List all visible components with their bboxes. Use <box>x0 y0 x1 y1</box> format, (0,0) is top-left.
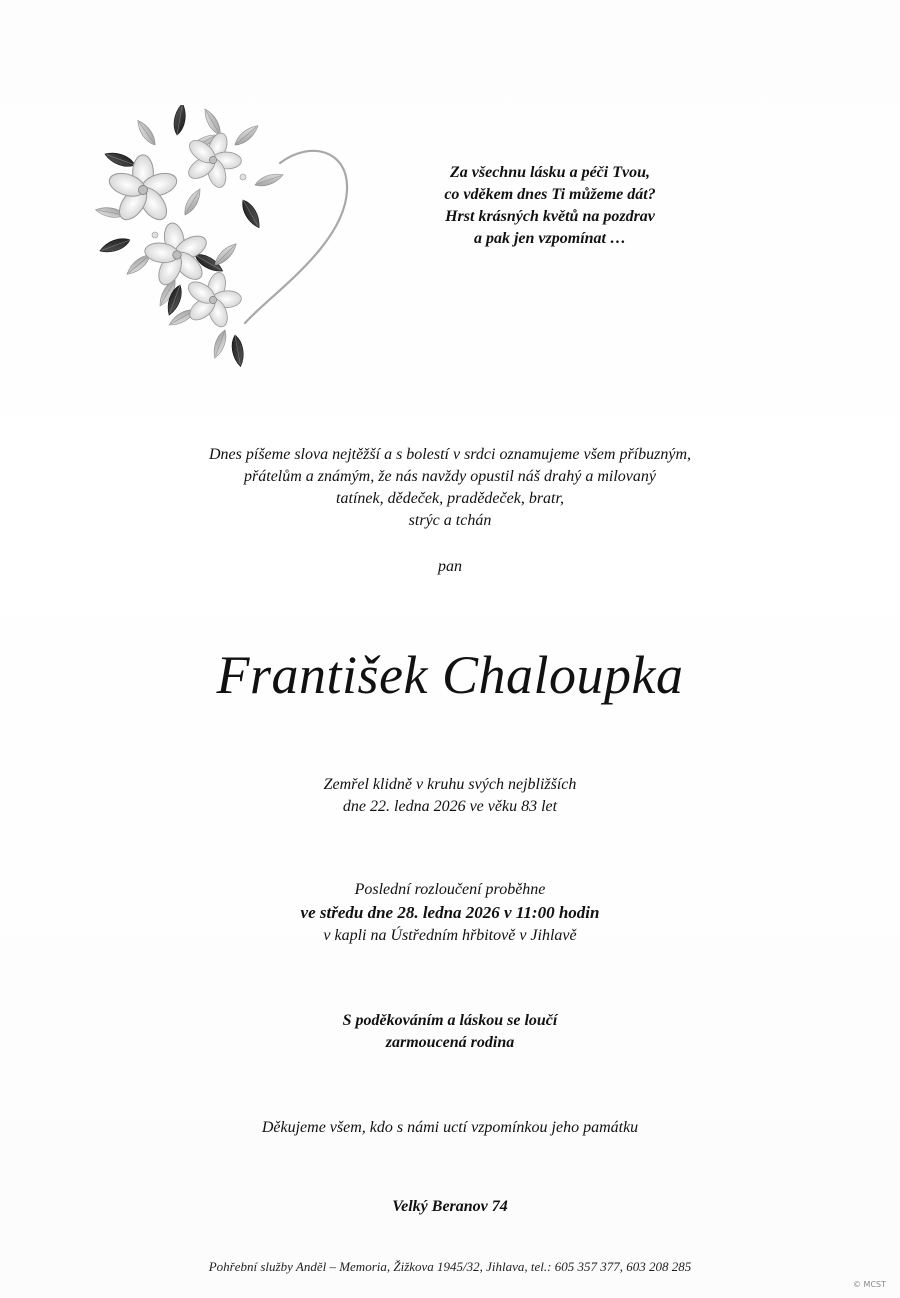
announcement-line: tatínek, dědeček, pradědeček, bratr, <box>336 490 564 507</box>
farewell-info <box>0 878 900 947</box>
death-info <box>0 774 900 818</box>
deceased-name: František Chaloupka <box>216 645 684 705</box>
farewell-line: Poslední rozloučení proběhne <box>354 881 546 898</box>
family-line: S poděkováním a láskou se loučí <box>342 1012 558 1029</box>
farewell-location: v kapli na Ústředním hřbitově v Jihlavě <box>323 927 577 944</box>
announcement-line: strýc a tchán <box>408 512 492 529</box>
poem-line: co vděkem dnes Ti můžeme dát? <box>444 186 656 203</box>
poem-line: Za všechnu lásku a péči Tvou, <box>450 164 650 181</box>
announcement-line: přátelům a známým, že nás navždy opustil náš drahý a milovaný <box>244 468 656 485</box>
announcement-line: Dnes píšeme slova nejtěžší a s bolestí v srdci oznamujeme všem příbuzným, <box>209 446 691 463</box>
death-line: Zemřel klidně v kruhu svých nejbližších <box>323 776 577 793</box>
family-line: zarmoucená rodina <box>385 1034 515 1051</box>
announcement-text <box>100 444 800 532</box>
farewell-datetime: ve středu dne 28. ledna 2026 v 11:00 hodin <box>300 903 600 922</box>
honorific: pan <box>438 558 462 575</box>
floral-heart-icon <box>95 105 365 380</box>
family-signoff <box>0 1010 900 1054</box>
family-address: Velký Beranov 74 <box>392 1198 508 1215</box>
death-date-line: dne 22. ledna 2026 ve věku 83 let <box>342 798 558 815</box>
funeral-service-footer: Pohřební služby Anděl – Memoria, Žižkova 1945/32, Jihlava, tel.: 605 357 377, 603 208 285 <box>208 1259 692 1274</box>
memorial-poem <box>395 162 705 250</box>
poem-line: a pak jen vzpomínat … <box>473 230 626 247</box>
copyright-mark: © MCST <box>853 1280 886 1289</box>
gratitude-text: Děkujeme všem, kdo s námi uctí vzpomínkou jeho památku <box>261 1119 639 1136</box>
poem-line: Hrst krásných květů na pozdrav <box>445 208 655 225</box>
